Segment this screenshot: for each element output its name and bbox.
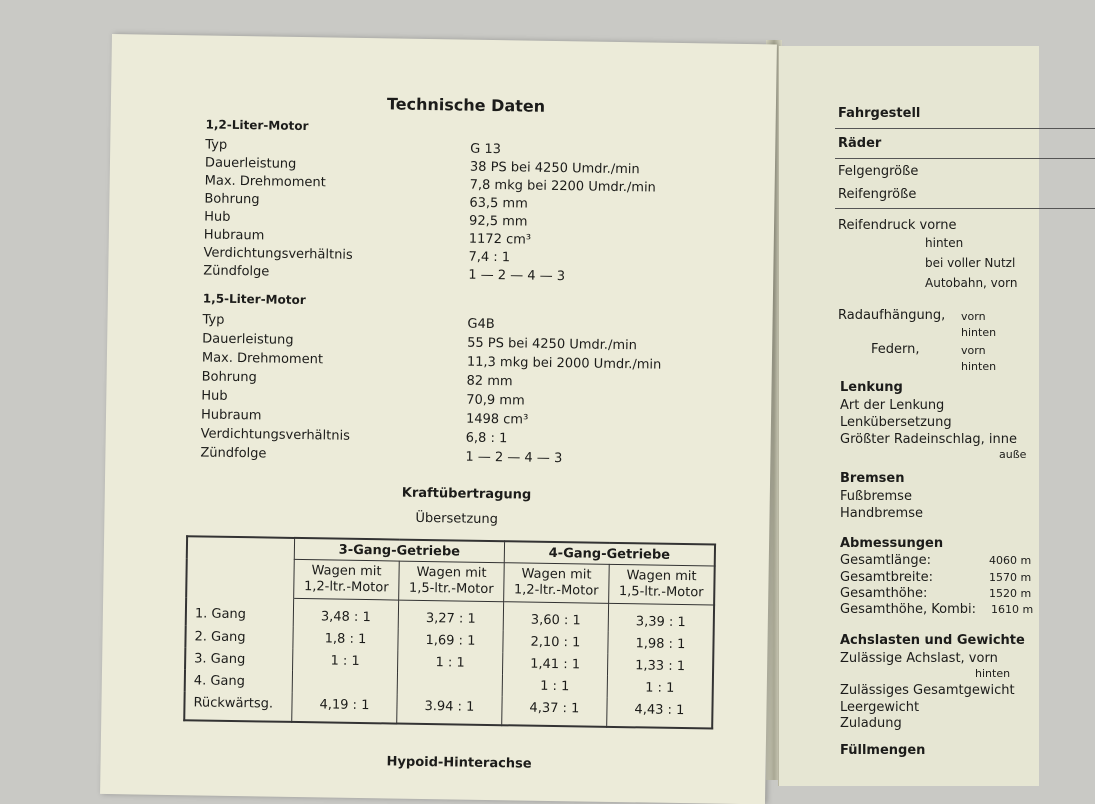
ratio-cell: 3.94 : 1: [397, 695, 502, 726]
engine2-heading: 1,5-Liter-Motor: [202, 291, 306, 308]
ratio-cell: 3,60 : 1: [503, 602, 608, 632]
spec-value: 6,8 : 1: [465, 430, 508, 447]
section-abmessungen: Abmessungen: [840, 536, 944, 551]
spec-value: 63,5 mm: [469, 195, 528, 212]
divider: [835, 208, 1095, 209]
ratio-cell: 3,39 : 1: [608, 603, 714, 633]
section-fuellmengen: Füllmengen: [840, 743, 926, 758]
section-lenkung: Lenkung: [840, 380, 903, 395]
handbremse-label: Handbremse: [840, 506, 923, 521]
gesamtbreite-label: Gesamtbreite:: [840, 570, 933, 585]
group-header-3gang: 3-Gang-Getriebe: [294, 538, 504, 563]
zul-gesamt-label: Zulässiges Gesamtgewicht: [840, 683, 1015, 698]
ratio-cell: [292, 671, 397, 695]
gesamthoehe-label: Gesamthöhe:: [840, 586, 928, 601]
column-header: Wagen mit 1,5-ltr.-Motor: [399, 561, 505, 602]
spec-label: Bohrung: [204, 191, 260, 208]
spec-label: Hubraum: [200, 407, 262, 424]
reifendruck-hinten: hinten: [925, 236, 964, 250]
spec-value: 92,5 mm: [468, 213, 528, 230]
gear-cell: Rückwärtsg.: [184, 691, 292, 722]
column-header: Wagen mit 1,2-ltr.-Motor: [504, 563, 610, 604]
spec-label: Verdichtungsverhältnis: [203, 245, 353, 263]
spec-label: Dauerleistung: [202, 331, 294, 348]
gear-cell: 1. Gang: [186, 597, 294, 627]
fussbremse-label: Fußbremse: [840, 489, 912, 504]
gesamthoehe-kombi-label: Gesamthöhe, Kombi:: [840, 602, 977, 617]
section-bremsen: Bremsen: [840, 471, 905, 486]
federn-vorn: vorn: [961, 344, 986, 357]
gesamthoehe-kombi-value: 1610 m: [991, 603, 1034, 616]
radeinschlag-aussen: auße: [999, 448, 1027, 461]
ratio-cell: [397, 673, 502, 697]
right-page: [778, 46, 1039, 786]
radaufhaengung-vorn: vorn: [961, 310, 986, 323]
spec-label: Max. Drehmoment: [204, 173, 326, 191]
spec-label: Zündfolge: [200, 445, 267, 462]
zul-achslast-label: Zulässige Achslast, vorn: [840, 651, 998, 666]
zuladung-label: Zuladung: [840, 716, 902, 731]
divider: [835, 128, 1095, 129]
spec-value: G 13: [470, 141, 502, 158]
spec-value: 55 PS bei 4250 Umdr./min: [467, 335, 638, 354]
column-header: Wagen mit 1,5-ltr.-Motor: [609, 564, 715, 605]
spec-value: 7,4 : 1: [468, 249, 511, 266]
spec-label: Zündfolge: [203, 263, 270, 280]
gear-cell: 4. Gang: [185, 669, 293, 693]
ratio-cell: 2,10 : 1: [503, 630, 608, 654]
left-page: [100, 34, 777, 804]
zul-achslast-hinten: hinten: [975, 667, 1011, 680]
ratio-cell: 3,27 : 1: [398, 600, 503, 630]
ratio-cell: 3,48 : 1: [293, 598, 398, 628]
spec-value: 38 PS bei 4250 Umdr./min: [469, 159, 640, 178]
spec-label: Bohrung: [201, 369, 257, 386]
ratio-cell: 1,41 : 1: [502, 652, 607, 676]
spec-label: Dauerleistung: [204, 155, 297, 172]
spec-value: 11,3 mkg bei 2000 Umdr./min: [466, 354, 662, 373]
spec-value: 70,9 mm: [466, 392, 525, 409]
ratio-cell: 1,8 : 1: [293, 627, 398, 651]
spec-value: 7,8 mkg bei 2200 Umdr./min: [469, 177, 656, 196]
ratio-cell: 4,37 : 1: [502, 696, 607, 727]
page-title: Technische Daten: [386, 94, 546, 116]
spec-value: G4B: [467, 316, 495, 333]
divider: [835, 158, 1095, 159]
section-achslasten: Achslasten und Gewichte: [840, 633, 1025, 648]
leergewicht-label: Leergewicht: [840, 700, 920, 715]
ratio-cell: 1 : 1: [607, 676, 713, 700]
section-raeder: Räder: [838, 136, 882, 151]
felgengroesse-label: Felgengröße: [838, 164, 919, 179]
ratio-cell: 4,43 : 1: [607, 698, 713, 729]
ratio-cell: 1 : 1: [397, 651, 502, 675]
reifendruck-voller: bei voller Nutzl: [925, 256, 1016, 270]
spec-label: Hub: [201, 388, 228, 404]
spec-label: Hubraum: [203, 227, 265, 244]
reifendruck-autobahn: Autobahn, vorn: [925, 276, 1018, 290]
radaufhaengung-label: Radaufhängung,: [838, 308, 946, 323]
federn-label: Federn,: [871, 342, 920, 357]
engine1-heading: 1,2-Liter-Motor: [205, 117, 309, 134]
gear-cell: 3. Gang: [185, 647, 293, 671]
spec-label: Verdichtungsverhältnis: [200, 426, 351, 444]
axle-heading: Hypoid-Hinterachse: [386, 754, 532, 772]
radaufhaengung-hinten: hinten: [961, 326, 997, 339]
spec-label: Hub: [204, 209, 231, 225]
reifengroesse-label: Reifengröße: [838, 187, 917, 202]
spec-value: 1172 cm³: [468, 231, 532, 248]
art-lenkung-label: Art der Lenkung: [840, 398, 945, 413]
ratio-cell: 1,33 : 1: [607, 654, 713, 678]
lenkuebersetzung-label: Lenkübersetzung: [840, 415, 952, 430]
group-header-4gang: 4-Gang-Getriebe: [504, 541, 715, 566]
gesamtbreite-value: 1570 m: [989, 571, 1032, 584]
transmission-subheading: Übersetzung: [415, 510, 499, 528]
federn-hinten: hinten: [961, 360, 997, 373]
spec-label: Max. Drehmoment: [201, 350, 324, 368]
ratio-cell: 1,98 : 1: [608, 632, 714, 656]
ratio-cell: 4,19 : 1: [292, 693, 397, 724]
gesamtlaenge-value: 4060 m: [989, 554, 1032, 567]
spec-value: 1 — 2 — 4 — 3: [465, 449, 563, 467]
spec-value: 1498 cm³: [465, 411, 529, 428]
transmission-heading: Kraftübertragung: [401, 485, 532, 503]
gear-ratio-table: [183, 535, 716, 729]
radeinschlag-label: Größter Radeinschlag, inne: [840, 432, 1018, 447]
gesamtlaenge-label: Gesamtlänge:: [840, 553, 932, 568]
spec-label: Typ: [202, 312, 225, 328]
spec-value: 1 — 2 — 4 — 3: [468, 267, 566, 285]
gesamthoehe-value: 1520 m: [989, 587, 1032, 600]
reifendruck-label: Reifendruck vorne: [838, 218, 957, 233]
column-header: Wagen mit 1,2-ltr.-Motor: [294, 559, 400, 600]
ratio-cell: 1 : 1: [502, 674, 607, 698]
gear-cell: 2. Gang: [185, 625, 293, 649]
table-corner: [186, 536, 294, 598]
spec-label: Typ: [205, 137, 228, 153]
ratio-cell: 1,69 : 1: [398, 629, 503, 653]
section-fahrgestell: Fahrgestell: [838, 106, 921, 121]
ratio-cell: 1 : 1: [293, 649, 398, 673]
spec-value: 82 mm: [466, 373, 513, 390]
